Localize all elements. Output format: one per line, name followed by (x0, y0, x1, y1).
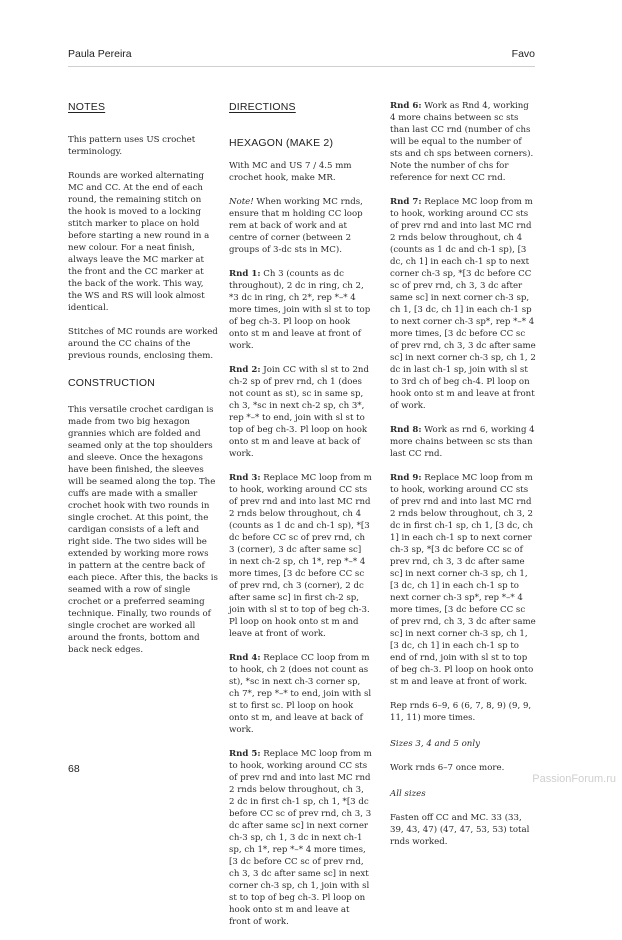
all-sizes-text: Fasten off CC and MC. 33 (33, 39, 43, 47) (47, 47, 53, 53) total rnds worked. (390, 813, 530, 847)
column-left (68, 100, 218, 668)
round-label: Rnd 1: (229, 269, 261, 279)
notes-paragraph: This pattern uses US crochet terminology. (68, 135, 196, 157)
round-label: Rnd 2: (229, 365, 261, 375)
round-instruction (229, 268, 372, 352)
notes-heading: NOTES (68, 101, 106, 113)
round-text: Replace MC loop from m to hook, working around CC sts of prev rnd and into last MC rnd 2 rnds below throughout, ch 3, 2 dc in first ch-1 sp, ch 1, [3 dc, ch 1] in each ch-1 sp to next corner ch-3 sp, *[3 dc before CC sc of prev rnd, ch 3, 3 dc after same sc] in next corner ch-3 sp, ch 1, [3 dc, ch 1] in each ch-1 sp to next corner ch-3 sp*, rep *–* 4 more times, [3 dc before CC sc of prev rnd, ch 3, 3 dc after same sc] in next corner ch-3 sp, ch 1, [3 dc, ch 1] in each ch-1 sp to end of rnd, join with sl st to top of beg ch-3. Pl loop on hook onto st m and leave at front of work. (390, 473, 536, 687)
round-text: Work as rnd 6, working 4 more chains between sc sts than last CC rnd. (390, 425, 535, 459)
round-label: Rnd 6: (390, 101, 422, 111)
round-instruction (229, 748, 372, 928)
round-text: Replace MC loop from m to hook, working around CC sts of prev rnd and into last MC rnd 2 rnds below throughout, ch 4 (counts as 1 dc and ch-1 sp), *[3 dc before CC sc of prev rnd, ch 3 (corner), 3 dc after same sc] in next ch-2 sp, ch 1*, rep *–* 4 more times, [3 dc before CC sc of prev rnd, ch 3 (corner), 2 dc after same sc] in first ch-2 sp, join with sl st to top of beg ch-3. Pl loop on hook onto st m and leave at front of work. (229, 473, 372, 639)
round-text: Ch 3 (counts as dc throughout), 2 dc in ring, ch 2, *3 dc in ring, ch 2*, rep *–* 4 more times, join with sl st to top of beg ch-3. Pl loop on hook onto st m and leave at front of work. (229, 269, 371, 351)
note-text (229, 196, 372, 256)
round-label: Rnd 7: (390, 197, 422, 207)
hexagon-heading: HEXAGON (MAKE 2) (229, 137, 334, 149)
notes-paragraph: Stitches of MC rounds are worked around the CC chains of the previous rounds, enclosing them. (68, 327, 218, 361)
all-sizes-label: All sizes (390, 789, 426, 799)
round-text: Join CC with sl st to 2nd ch-2 sp of prev rnd, ch 1 (does not count as st), sc in same sp, ch 3, *sc in next ch-2 sp, ch 3*, rep *–* to end, join with sl st to top of beg ch-3. Pl loop on hook onto st m and leave at back of work. (229, 365, 369, 459)
round-instruction (390, 472, 536, 688)
round-label: Rnd 3: (229, 473, 261, 483)
column-right (390, 100, 536, 860)
column-middle (229, 100, 372, 940)
header-divider (68, 66, 535, 67)
construction-paragraph: This versatile crochet cardigan is made from two big hexagon grannies which are folded and seamed only at the top shoulders and sleeve. Once the hexagons have been finished, the sleeves will be seamed along the top. The cuffs are made with a smaller crochet hook with two rounds in single crochet. At this point, the cardigan consists of a left and right side. The two sides will be extended by working more rows in pattern at the centre back of each piece. After this, the backs is seamed with a row of single crochet or a preferred seaming technique. Finally, two rounds of single crochet are worked all around the fronts, bottom and back neck edges. (68, 405, 218, 655)
page-number: 68 (68, 763, 80, 775)
note-body: When working MC rnds, ensure that m holding CC loop rem at back of work and at centre of corner (between 2 groups of 3-dc sts in MC). (229, 197, 363, 255)
construction-heading: CONSTRUCTION (68, 377, 155, 389)
note-label: Note! (229, 197, 254, 207)
round-text: Replace CC loop from m to hook, ch 2 (does not count as st), *sc in next ch-3 corner sp, ch 7*, rep *–* to end, join with sl st to first sc. Pl loop on hook onto st m, and leave at back of work. (229, 653, 372, 735)
intro-text: With MC and US 7 / 4.5 mm crochet hook, make MR. (229, 161, 352, 183)
round-text: Replace MC loop from m to hook, working around CC sts of prev rnd and into last MC rnd 2 rnds below throughout, ch 3, 2 dc in first ch-1 sp, ch 1, *[3 dc before CC sc of prev rnd, ch 3, 3 dc after same sc] in next corner ch-3 sp, ch 1, 3 dc in next ch-1 sp, ch 1*, rep *–* 4 more times, [3 dc before CC sc of prev rnd, ch 3, 3 dc after same sc] in next corner ch-3 sp, ch 1, join with sl st to top of beg ch-3. Pl loop on hook onto st m and leave at front of work. (229, 749, 372, 927)
pattern-title: Favo (511, 48, 535, 60)
directions-heading: DIRECTIONS (229, 101, 296, 113)
round-instruction (390, 424, 536, 460)
watermark: PassionForum.ru (532, 773, 616, 785)
round-text: Work as Rnd 4, working 4 more chains between sc sts than last CC rnd (number of chs will be equal to the number of sts and ch sps between corners). Note the number of chs for reference for next CC rnd. (390, 101, 534, 183)
notes-paragraph: Rounds are worked alternating MC and CC. At the end of each round, the remaining stitch on the hook is moved to a locking stitch marker to place on hold before starting a new round in a new colour. For a neat finish, always leave the MC marker at the front and the CC marker at the back of the work. This way, the WS and RS will look almost identical. (68, 171, 210, 313)
round-label: Rnd 9: (390, 473, 422, 483)
round-instruction (229, 364, 372, 460)
repeat-instruction: Rep rnds 6–9, 6 (6, 7, 8, 9) (9, 9, 11, 11) more times. (390, 701, 532, 723)
round-instruction (390, 100, 536, 184)
author-name: Paula Pereira (68, 48, 132, 60)
round-label: Rnd 8: (390, 425, 422, 435)
round-text: Replace MC loop from m to hook, working around CC sts of prev rnd and into last MC rnd 2 rnds below throughout, ch 4 (counts as 1 dc and ch-1 sp), [3 dc, ch 1] in each ch-1 sp to next corner ch-3 sp, *[3 dc before CC sc of prev rnd, ch 3, 3 dc after same sc] in next corner ch-3 sp, ch 1, [3 dc, ch 1] in each ch-1 sp to next corner ch-3 sp*, rep *–* 4 more times, [3 dc before CC sc of prev rnd, ch 3, 3 dc after same sc] in next corner ch-3 sp, ch 1, 2 dc in last ch-1 sp, join with sl st to 3rd ch of beg ch-4. Pl loop on hook onto st m and leave at front of work. (390, 197, 536, 411)
round-instruction (229, 652, 372, 736)
sizes-label: Sizes 3, 4 and 5 only (390, 739, 480, 749)
round-instruction (229, 472, 372, 640)
round-instruction (390, 196, 536, 412)
round-label: Rnd 5: (229, 749, 261, 759)
round-label: Rnd 4: (229, 653, 261, 663)
sizes-text: Work rnds 6–7 once more. (390, 763, 505, 773)
